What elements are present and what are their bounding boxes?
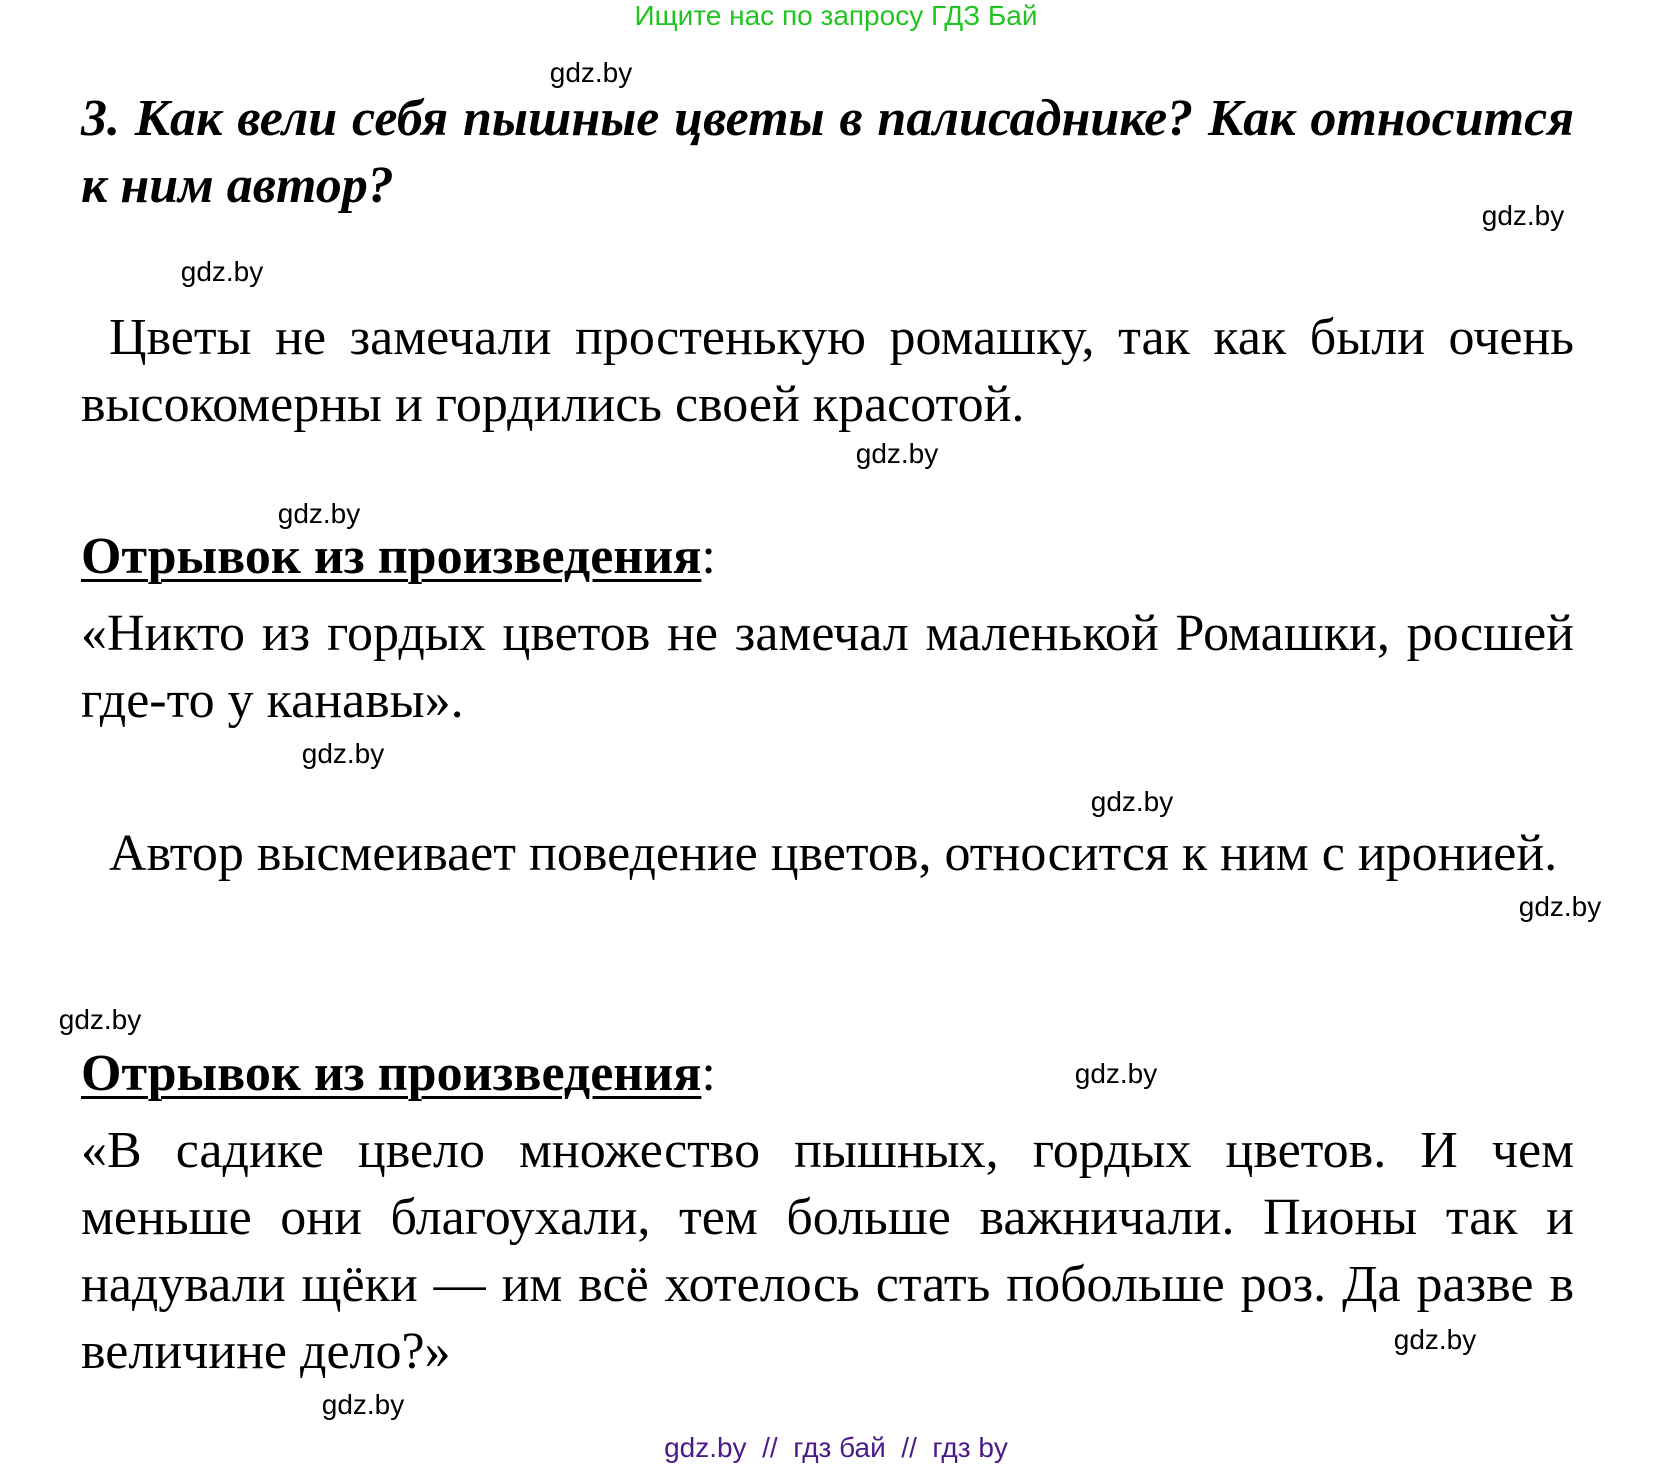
watermark: gdz.by bbox=[1393, 1324, 1477, 1355]
excerpt-heading-text: Отрывок из произведения bbox=[81, 528, 702, 585]
quote-1: «Никто из гордых цветов не замечал маленькой Ромашки, росшей где-то у канавы». bbox=[81, 605, 1574, 729]
watermark: gdz.by bbox=[301, 738, 385, 769]
footer-links: gdz.by // гдз бай // гдз by bbox=[664, 1432, 1008, 1463]
watermark: gdz.by bbox=[855, 438, 939, 469]
watermark: gdz.by bbox=[180, 256, 264, 287]
excerpt-heading-2 bbox=[81, 1040, 1574, 1107]
watermark: gdz.by bbox=[1074, 1058, 1158, 1089]
watermark: gdz.by bbox=[58, 1004, 142, 1035]
search-hint-banner: Ищите нас по запросу ГДЗ Бай bbox=[634, 0, 1038, 31]
excerpt-heading-text: Отрывок из произведения bbox=[81, 1045, 702, 1102]
colon: : bbox=[701, 528, 716, 585]
watermark: gdz.by bbox=[321, 1389, 405, 1420]
watermark: gdz.by bbox=[277, 498, 361, 529]
colon: : bbox=[701, 1045, 716, 1102]
watermark: gdz.by bbox=[1090, 786, 1174, 817]
answer-paragraph-2: Автор высмеивает поведение цветов, относится к ним с иронией. bbox=[109, 825, 1558, 882]
watermark: gdz.by bbox=[1481, 200, 1565, 231]
watermark: gdz.by bbox=[549, 57, 633, 88]
excerpt-heading-1 bbox=[81, 523, 1574, 590]
question-heading: 3. Как вели себя пышные цветы в палисаднике? Как относится к ним автор? bbox=[81, 90, 1574, 214]
quote-2: «В садике цвело множество пышных, гордых цветов. И чем меньше они благоухали, тем больше важничали. Пионы так и надували щёки — им всё хотелось стать побольше роз. Да разве в величине дело?» bbox=[81, 1122, 1574, 1380]
watermark: gdz.by bbox=[1518, 891, 1602, 922]
answer-paragraph-1: Цветы не замечали простенькую ромашку, так как были очень высокомерны и гордились своей красотой. bbox=[81, 309, 1574, 433]
